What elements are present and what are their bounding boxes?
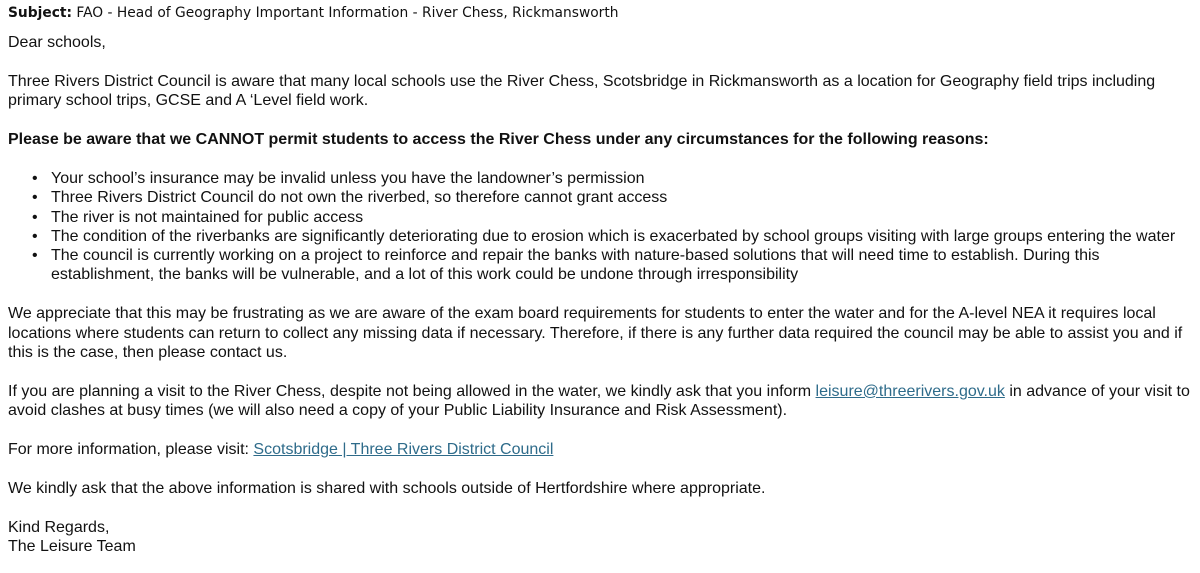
list-item	[32, 208, 1196, 227]
signature: The Leisure Team	[8, 538, 136, 556]
reason-text: The river is not maintained for public access	[51, 208, 364, 226]
closing: Kind Regards,	[8, 518, 110, 536]
list-item	[32, 246, 1196, 285]
more-info-paragraph	[8, 440, 1196, 459]
reason-text: Your school’s insurance may be invalid unless you have the landowner’s permission	[51, 169, 645, 187]
list-item	[32, 169, 1196, 188]
subject-line	[8, 4, 1196, 23]
reason-text: The council is currently working on a project to reinforce and repair the banks with nature-based solutions that will need time to establish. During this establishment, the banks will be vulnerable, and a lot of this work could be undone through irresponsibility	[51, 247, 1100, 284]
list-item	[32, 188, 1196, 207]
visit-text-after: in advance of your visit to avoid clashes at busy times (we will also need a copy of your Public Liability Insurance and Risk Assessment).	[8, 382, 1190, 420]
bullet-icon: •	[32, 189, 38, 207]
reasons-list	[8, 169, 1196, 285]
list-item	[32, 227, 1196, 246]
intro-paragraph: Three Rivers District Council is aware that many local schools use the River Chess, Scotsbridge in Rickmansworth as a location for Geography field trips including primary school trips, GCSE and A ‘Level field work.	[8, 72, 1156, 110]
appreciation-paragraph: We appreciate that this may be frustrating as we are aware of the exam board requirements for students to enter the water and for the A-level NEA it requires local locations where students can return to collect any missing data if necessary. Therefore, if there is any further data required the council may be able to assist you and if this is the case, then please contact us.	[8, 305, 1183, 361]
greeting: Dear schools,	[8, 34, 106, 51]
bullet-icon: •	[32, 208, 38, 226]
reason-text: The condition of the riverbanks are significantly deteriorating due to erosion which is exacerbated by school groups visiting with large groups entering the water	[51, 227, 1176, 245]
more-info-prefix: For more information, please visit:	[8, 441, 254, 459]
email-message	[8, 4, 1196, 556]
reason-text: Three Rivers District Council do not own the riverbed, so therefore cannot grant access	[51, 189, 668, 207]
scotsbridge-link[interactable]: Scotsbridge | Three Rivers District Council	[253, 441, 554, 459]
share-paragraph: We kindly ask that the above information is shared with schools outside of Hertfordshire where appropriate.	[8, 479, 766, 497]
leisure-email-link[interactable]: leisure@threerivers.gov.uk	[815, 382, 1005, 400]
bullet-icon: •	[32, 169, 38, 187]
subject-label: Subject:	[8, 5, 73, 21]
warning-paragraph: Please be aware that we CANNOT permit students to access the River Chess under any circumstances for the following reasons:	[8, 131, 989, 149]
visit-paragraph	[8, 382, 1196, 421]
subject-text: FAO - Head of Geography Important Information - River Chess, Rickmansworth	[76, 5, 619, 21]
visit-text-before: If you are planning a visit to the River Chess, despite not being allowed in the water, we kindly ask that you inform	[8, 382, 816, 400]
bullet-icon: •	[32, 247, 38, 265]
bullet-icon: •	[32, 227, 38, 245]
